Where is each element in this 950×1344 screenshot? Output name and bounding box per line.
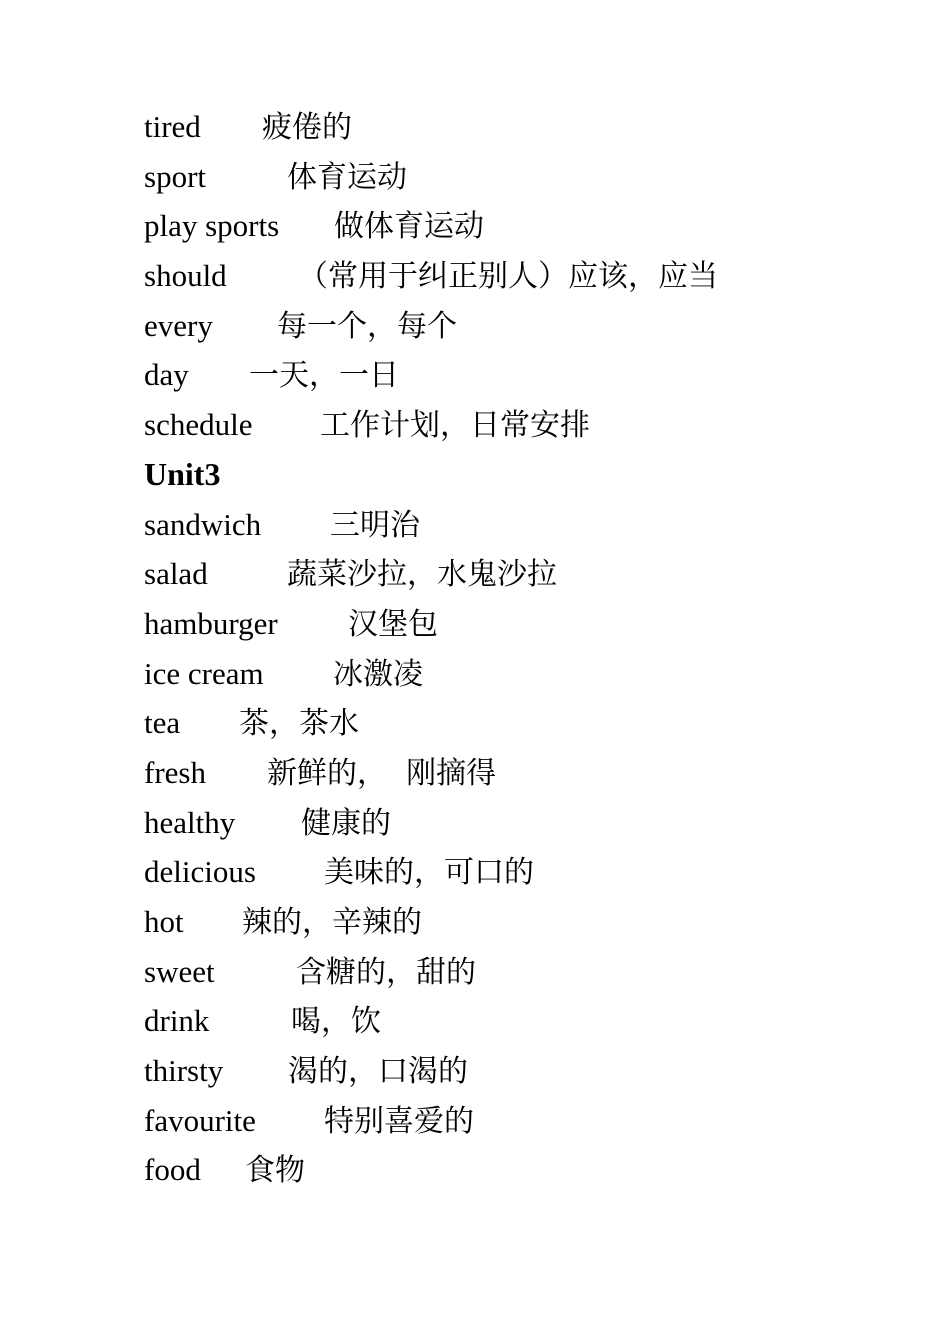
- chinese-meaning: 三明治: [330, 507, 420, 543]
- english-word: day: [144, 357, 189, 393]
- chinese-meaning: 喝，饮: [291, 1004, 381, 1040]
- chinese-meaning: （常用于纠正别人）应该，应当: [298, 259, 718, 295]
- vocabulary-list: [144, 102, 864, 1195]
- chinese-meaning: 辣的，辛辣的: [242, 905, 422, 940]
- vocab-entry: [144, 798, 864, 848]
- vocab-entry: [144, 897, 864, 947]
- chinese-meaning: 美味的，可口的: [324, 855, 534, 891]
- english-word: favourite: [144, 1102, 256, 1138]
- unit-heading: Unit3: [144, 455, 221, 492]
- vocab-entry: [144, 599, 864, 649]
- english-word: food: [144, 1152, 201, 1188]
- chinese-meaning: 每一个，每个: [277, 308, 457, 344]
- vocab-entry: [144, 251, 864, 301]
- english-word: schedule: [144, 407, 253, 443]
- english-word: fresh: [144, 754, 206, 790]
- chinese-meaning: 蔬菜沙拉，水鬼沙拉: [287, 557, 557, 593]
- vocab-entry: [144, 549, 864, 599]
- english-word: healthy: [144, 804, 236, 840]
- english-word: delicious: [144, 854, 256, 890]
- chinese-meaning: 含糖的，甜的: [296, 954, 476, 990]
- chinese-meaning: 渴的，口渴的: [288, 1054, 468, 1090]
- vocab-entry: [144, 301, 864, 351]
- chinese-meaning: 做体育运动: [334, 209, 484, 245]
- chinese-meaning: 一天，一日: [249, 358, 399, 394]
- english-word: play sports: [144, 208, 280, 244]
- english-word: sweet: [144, 953, 215, 989]
- vocab-entry: [144, 400, 864, 450]
- vocab-entry: [144, 847, 864, 897]
- vocab-entry: [144, 748, 864, 798]
- english-word: sandwich: [144, 506, 262, 542]
- vocab-entry: [144, 102, 864, 152]
- chinese-meaning: 体育运动: [287, 159, 407, 195]
- english-word: thirsty: [144, 1053, 224, 1089]
- english-word: sport: [144, 158, 206, 194]
- english-word: ice cream: [144, 655, 264, 691]
- chinese-meaning: 新鲜的， 刚摘得: [267, 755, 497, 791]
- chinese-meaning: 茶，茶水: [239, 706, 359, 742]
- english-word: should: [144, 258, 227, 294]
- chinese-meaning: 疲倦的: [262, 110, 352, 145]
- vocab-entry: [144, 500, 864, 550]
- chinese-meaning: 特别喜爱的: [324, 1103, 474, 1139]
- vocab-entry: [144, 1145, 864, 1195]
- vocab-entry: [144, 649, 864, 699]
- chinese-meaning: 汉堡包: [348, 606, 438, 642]
- vocab-entry: [144, 996, 864, 1046]
- vocab-entry: [144, 698, 864, 748]
- chinese-meaning: 健康的: [301, 805, 391, 841]
- vocab-entry: [144, 947, 864, 997]
- chinese-meaning: 工作计划，日常安排: [320, 408, 590, 444]
- english-word: hamburger: [144, 605, 278, 641]
- vocab-entry: [144, 1046, 864, 1096]
- vocab-entry: [144, 201, 864, 251]
- chinese-meaning: 冰激凌: [333, 656, 423, 692]
- english-word: tea: [144, 705, 181, 741]
- english-word: drink: [144, 1003, 210, 1039]
- english-word: salad: [144, 556, 208, 592]
- vocab-entry: [144, 1096, 864, 1146]
- chinese-meaning: 食物: [245, 1153, 305, 1189]
- english-word: every: [144, 307, 213, 343]
- english-word: hot: [144, 904, 184, 939]
- vocab-entry: [144, 152, 864, 202]
- vocab-entry: [144, 350, 864, 400]
- english-word: tired: [144, 109, 201, 144]
